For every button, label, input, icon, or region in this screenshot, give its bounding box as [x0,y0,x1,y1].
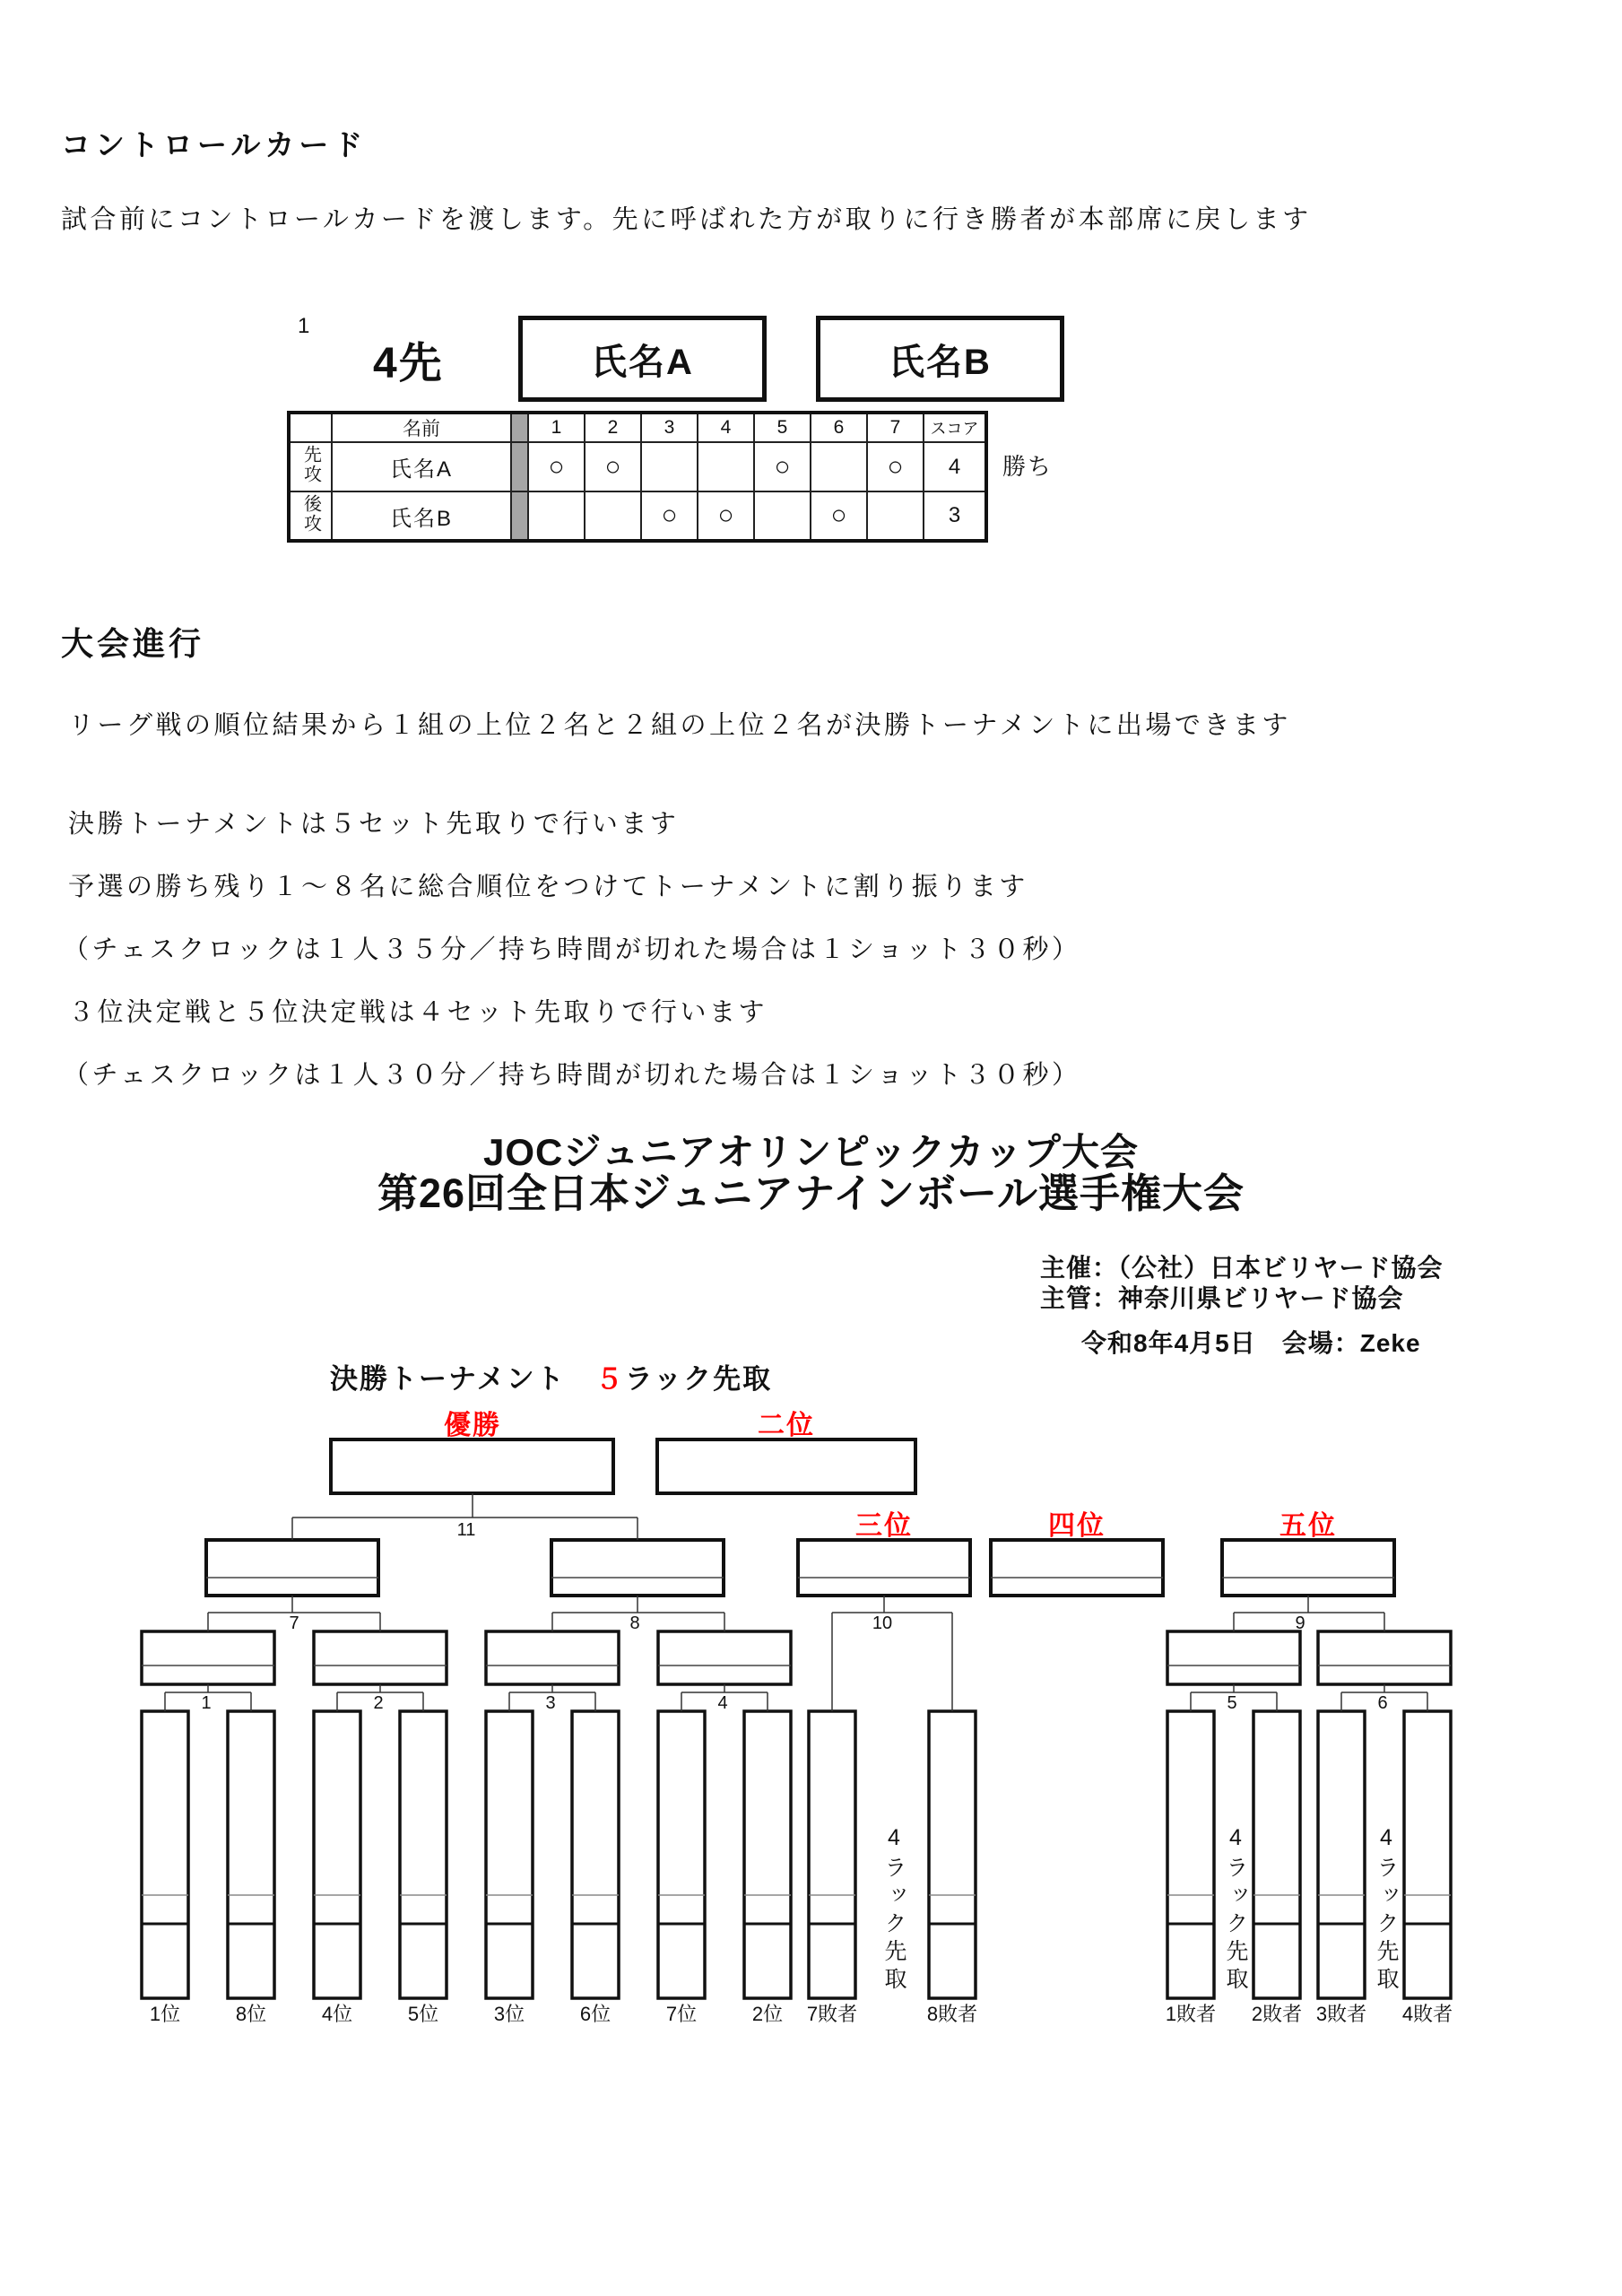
progress-para-3-line-2: （チェスクロックは１人３０分／持ち時間が切れた場合は１ショット３０秒） [63,1061,1081,1090]
slot-label-2: 8位 [235,2003,267,2025]
game-col-header-4: 4 [698,413,754,442]
player-slot-5 [486,1711,533,1998]
slot-label-1: 1位 [149,2003,181,2025]
consolation-box-6 [1318,1631,1451,1684]
control-card-heading: コントロールカード [61,130,368,162]
row-a-game-5: ○ [754,442,811,491]
round2-boxes [206,1540,1394,1596]
semifinal-left-box [206,1540,378,1596]
match-number-7: 7 [289,1613,299,1633]
match-number-2: 2 [373,1693,384,1713]
name-column-header: 名前 [332,413,511,442]
race4-note-2: 4ラック先取 [1223,1825,1248,1995]
slot-label-8: 2位 [751,2003,784,2025]
progress-para-1: リーグ戦の順位結果から１組の上位２名と２組の上位２名が決勝トーナメントに出場できます [68,711,1291,740]
player-slot-11 [1167,1711,1214,1998]
row-a-game-2: ○ [585,442,641,491]
slot-label-11: 1敗者 [1165,2003,1217,2025]
rank-label-third: 三位 [855,1511,913,1541]
match-number-5: 5 [1227,1693,1237,1713]
turn-label-first: 先攻 [300,445,321,484]
rank-label-champion: 優勝 [444,1411,501,1440]
match-number-9: 9 [1295,1613,1305,1633]
event-title-line-2: 第26回全日本ジュニアナインボール選手権大会 [377,1170,1245,1216]
quarterfinal-box-4 [658,1631,791,1684]
organizer-line: 主催：（公社）日本ビリヤード協会 [1040,1254,1444,1282]
quarterfinal-box-1 [142,1631,274,1684]
match-number-11: 11 [456,1520,476,1540]
slot-label-5: 3位 [493,2003,525,2025]
race-label: 4先 [373,340,444,387]
match-number-4: 4 [717,1693,728,1713]
player-slot-2 [228,1711,274,1998]
rank-label-second: 二位 [758,1411,815,1440]
game-col-header-6: 6 [811,413,867,442]
third-place-box [798,1540,970,1596]
player-slot-12 [1253,1711,1300,1998]
fourth-place-box [991,1540,1163,1596]
date-venue-line: 令和8年4月5日 会場：Zeke [1081,1329,1421,1357]
player-slot-7 [658,1711,705,1998]
rank-label-fifth: 五位 [1279,1511,1337,1541]
player-slot-8 [744,1711,791,1998]
row-b-name: 氏名B [332,491,511,541]
match-number-6: 6 [1377,1693,1388,1713]
match-number-8: 8 [629,1613,640,1633]
player-slot-10 [929,1711,976,1998]
game-col-header-7: 7 [867,413,924,442]
round1-boxes [142,1631,1451,1684]
control-card-description: 試合前にコントロールカードを渡します。先に呼ばれた方が取りに行き勝者が本部席に戻します [61,205,1312,234]
game-col-header-5: 5 [754,413,811,442]
slot-label-14: 4敗者 [1401,2003,1453,2025]
player-slot-4 [400,1711,447,1998]
turn-label-second: 後攻 [300,493,321,534]
slot-label-7: 7位 [665,2003,698,2025]
player-slot-6 [572,1711,619,1998]
runner-up-box [657,1439,915,1493]
progress-para-3-line-1: ３位決定戦と５位決定戦は４セット先取りで行います [68,998,768,1027]
row-a-name: 氏名A [332,442,511,491]
row-a-score: 4 [924,442,986,491]
slot-label-9: 7敗者 [806,2003,858,2025]
row-b-game-4: ○ [698,491,754,541]
match-number-3: 3 [545,1693,556,1713]
player-slot-3 [314,1711,360,1998]
rank-label-fourth: 四位 [1048,1511,1106,1541]
game-col-header-2: 2 [585,413,641,442]
player-slot-9 [809,1711,855,1998]
game-number: 1 [298,314,310,338]
progress-para-2-line-2: 予選の勝ち残り１～８名に総合順位をつけてトーナメントに割り振ります [68,873,1028,901]
quarterfinal-box-2 [314,1631,447,1684]
game-col-header-1: 1 [528,413,585,442]
bracket-heading-prefix: 決勝トーナメント [330,1363,595,1395]
match-number-10: 10 [872,1613,893,1633]
event-title-line-1: JOCジュニアオリンピックカップ大会 [483,1131,1139,1173]
player-slots [142,1711,1451,1998]
row-a-game-7: ○ [867,442,924,491]
player-a-name: 氏名A [591,342,694,382]
row-b-game-6: ○ [811,491,867,541]
progress-para-2-line-3: （チェスクロックは１人３５分／持ち時間が切れた場合は１ショット３０秒） [63,935,1081,964]
progress-para-2-line-1: 決勝トーナメントは５セット先取りで行います [68,810,680,839]
score-column-header: スコア [924,413,986,442]
bracket-heading-accent: ５ [594,1363,625,1395]
player-slot-1 [142,1711,188,1998]
row-b-score: 3 [924,491,986,541]
bracket-heading-suffix: ラック先取 [624,1363,773,1395]
progress-heading: 大会進行 [61,626,205,662]
semifinal-right-box [551,1540,724,1596]
winner-note: 勝ち [1002,453,1054,480]
slot-label-10: 8敗者 [926,2003,978,2025]
race4-note-1: 4ラック先取 [881,1825,906,1995]
consolation-box-5 [1167,1631,1300,1684]
row-a-game-1: ○ [528,442,585,491]
row-b-game-3: ○ [641,491,698,541]
player-slot-14 [1404,1711,1451,1998]
game-col-header-3: 3 [641,413,698,442]
slot-label-4: 5位 [407,2003,439,2025]
champion-box [331,1439,613,1493]
slot-label-12: 2敗者 [1251,2003,1303,2025]
host-line: 主管：神奈川県ビリヤード協会 [1040,1284,1404,1312]
slot-label-3: 4位 [321,2003,353,2025]
match-number-1: 1 [201,1693,212,1713]
quarterfinal-box-3 [486,1631,619,1684]
player-b-name: 氏名B [889,342,992,382]
player-slot-13 [1318,1711,1365,1998]
race4-note-3: 4ラック先取 [1374,1825,1399,1995]
fifth-place-box [1222,1540,1394,1596]
match-connector-9 [1234,1596,1384,1631]
slot-label-6: 6位 [579,2003,612,2025]
slot-label-13: 3敗者 [1315,2003,1367,2025]
